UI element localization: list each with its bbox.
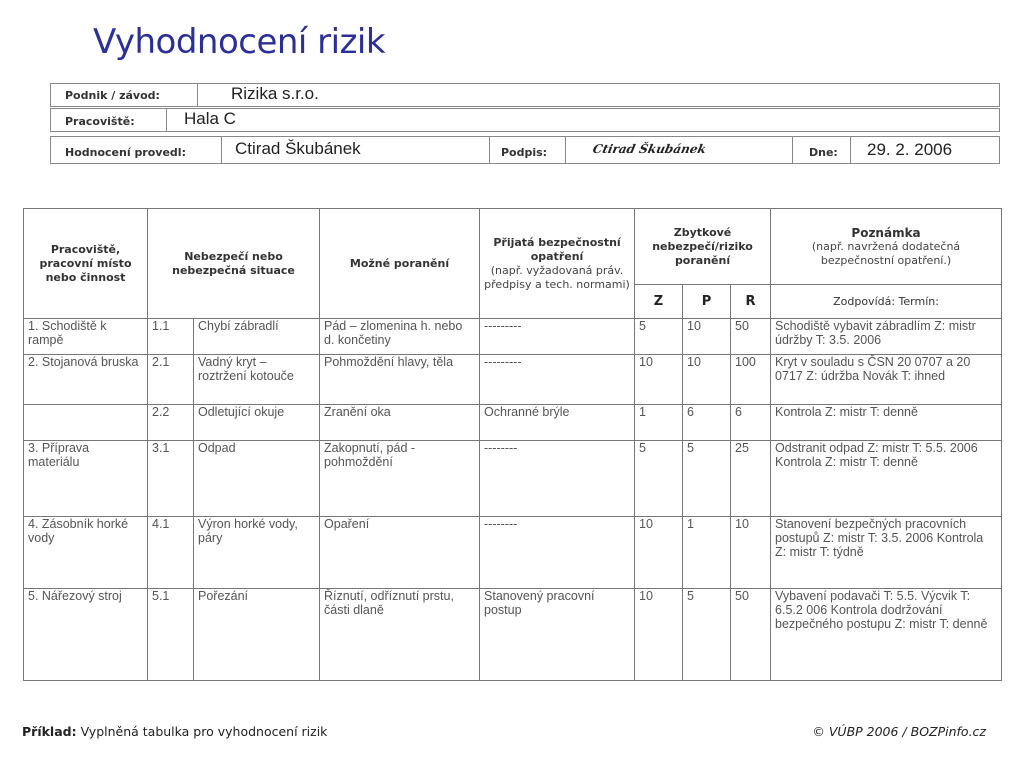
note-sub: (např. navržená dodatečná bezpečnostní opatření.): [811, 239, 961, 267]
col-header-measures: [480, 209, 635, 319]
cell-injury: Zakopnutí, pád - pohmoždění: [320, 441, 480, 517]
cell-hazard: Odletující okuje: [194, 405, 320, 441]
footer-caption: [22, 724, 327, 739]
company-label: Podnik / závod:: [65, 89, 160, 102]
cell-note: Stanovení bezpečných pracovních postupů Z: mistr T: 3.5. 2006 Kontrola Z: mistr T: týdně: [771, 517, 1002, 589]
table-row: [24, 517, 1002, 589]
cell-workplace: 5. Nářezový stroj: [24, 589, 148, 681]
col-header-injury: Možné poranění: [320, 209, 480, 319]
cell-p: 5: [683, 441, 731, 517]
cell-workplace: 4. Zásobník horké vody: [24, 517, 148, 589]
table-row: [24, 319, 1002, 355]
measures-title: Přijatá bezpečnostní opatření: [493, 235, 621, 263]
cell-hazard: Pořezání: [194, 589, 320, 681]
cell-measures: Ochranné brýle: [480, 405, 635, 441]
cell-num: 2.1: [148, 355, 194, 405]
workplace-label: Pracoviště:: [65, 115, 135, 128]
footer-copyright: © VÚBP 2006 / BOZPinfo.cz: [812, 724, 986, 739]
cell-workplace: 1. Schodiště k rampě: [24, 319, 148, 355]
cell-p: 10: [683, 355, 731, 405]
cell-r: 25: [731, 441, 771, 517]
col-header-workplace: Pracoviště, pracovní místo nebo činnost: [24, 209, 148, 319]
table-row: [24, 441, 1002, 517]
cell-z: 5: [635, 441, 683, 517]
workplace-row: [50, 108, 1000, 132]
footer-example-text: Vyplněná tabulka pro vyhodnocení rizik: [80, 724, 328, 739]
col-header-note-resp: Zodpovídá: Termín:: [771, 285, 1002, 319]
cell-num: 2.2: [148, 405, 194, 441]
cell-measures: ---------: [480, 319, 635, 355]
signature-image: Ctirad Škubánek: [591, 142, 708, 156]
cell-injury: Zranění oka: [320, 405, 480, 441]
col-header-residual: Zbytkové nebezpečí/riziko poranění: [635, 209, 771, 285]
col-header-r: R: [731, 285, 771, 319]
cell-note: Vybavení podavači T: 5.5. Výcvik T: 6.5.2 006 Kontrola dodržování bezpečného postupu Z: mistr T: denně: [771, 589, 1002, 681]
evaluator-value: Ctirad Škubánek: [235, 139, 361, 158]
cell-measures: --------: [480, 517, 635, 589]
cell-num: 3.1: [148, 441, 194, 517]
col-header-p: P: [683, 285, 731, 319]
cell-workplace: [24, 405, 148, 441]
measures-sub: (např. vyžadovaná práv. předpisy a tech. normami): [484, 263, 630, 291]
cell-measures: ---------: [480, 355, 635, 405]
cell-injury: Pohmoždění hlavy, těla: [320, 355, 480, 405]
footer-example-label: Příklad:: [22, 724, 77, 739]
note-title: Poznámka: [851, 225, 921, 240]
cell-note: Kontrola Z: mistr T: denně: [771, 405, 1002, 441]
cell-r: 50: [731, 319, 771, 355]
cell-workplace: 3. Příprava materiálu: [24, 441, 148, 517]
cell-num: 1.1: [148, 319, 194, 355]
date-value: 29. 2. 2006: [867, 140, 953, 159]
evaluator-row: [50, 136, 1000, 164]
cell-note: Schodiště vybavit zábradlím Z: mistr údržby T: 3.5. 2006: [771, 319, 1002, 355]
cell-injury: Pád – zlomenina h. nebo d. končetiny: [320, 319, 480, 355]
evaluator-label: Hodnocení provedl:: [65, 146, 186, 159]
cell-r: 100: [731, 355, 771, 405]
col-header-note: [771, 209, 1002, 285]
cell-hazard: Výron horké vody, páry: [194, 517, 320, 589]
cell-z: 1: [635, 405, 683, 441]
cell-r: 6: [731, 405, 771, 441]
page-title: Vyhodnocení rizik: [93, 22, 386, 62]
company-row: [50, 83, 1000, 107]
cell-note: Odstranit odpad Z: mistr T: 5.5. 2006 Kontrola Z: mistr T: denně: [771, 441, 1002, 517]
cell-z: 10: [635, 517, 683, 589]
cell-z: 5: [635, 319, 683, 355]
cell-num: 5.1: [148, 589, 194, 681]
table-row: [24, 355, 1002, 405]
signature-label: Podpis:: [501, 146, 548, 159]
risk-table: [23, 208, 1002, 681]
table-row: [24, 405, 1002, 441]
col-header-z: Z: [635, 285, 683, 319]
cell-hazard: Odpad: [194, 441, 320, 517]
col-header-hazard: Nebezpečí nebo nebezpečná situace: [148, 209, 320, 319]
company-value: Rizika s.r.o.: [231, 84, 319, 103]
cell-measures: --------: [480, 441, 635, 517]
cell-injury: Opaření: [320, 517, 480, 589]
cell-num: 4.1: [148, 517, 194, 589]
cell-p: 6: [683, 405, 731, 441]
date-label: Dne:: [809, 146, 838, 159]
cell-z: 10: [635, 589, 683, 681]
cell-hazard: Vadný kryt – roztržení kotouče: [194, 355, 320, 405]
cell-note: Kryt v souladu s ČSN 20 0707 a 20 0717 Z: údržba Novák T: ihned: [771, 355, 1002, 405]
cell-p: 10: [683, 319, 731, 355]
cell-p: 5: [683, 589, 731, 681]
cell-workplace: 2. Stojanová bruska: [24, 355, 148, 405]
cell-hazard: Chybí zábradlí: [194, 319, 320, 355]
cell-r: 10: [731, 517, 771, 589]
cell-z: 10: [635, 355, 683, 405]
workplace-value: Hala C: [184, 109, 236, 128]
cell-p: 1: [683, 517, 731, 589]
table-row: [24, 589, 1002, 681]
cell-injury: Říznutí, odříznutí prstu, části dlaně: [320, 589, 480, 681]
cell-measures: Stanovený pracovní postup: [480, 589, 635, 681]
cell-r: 50: [731, 589, 771, 681]
